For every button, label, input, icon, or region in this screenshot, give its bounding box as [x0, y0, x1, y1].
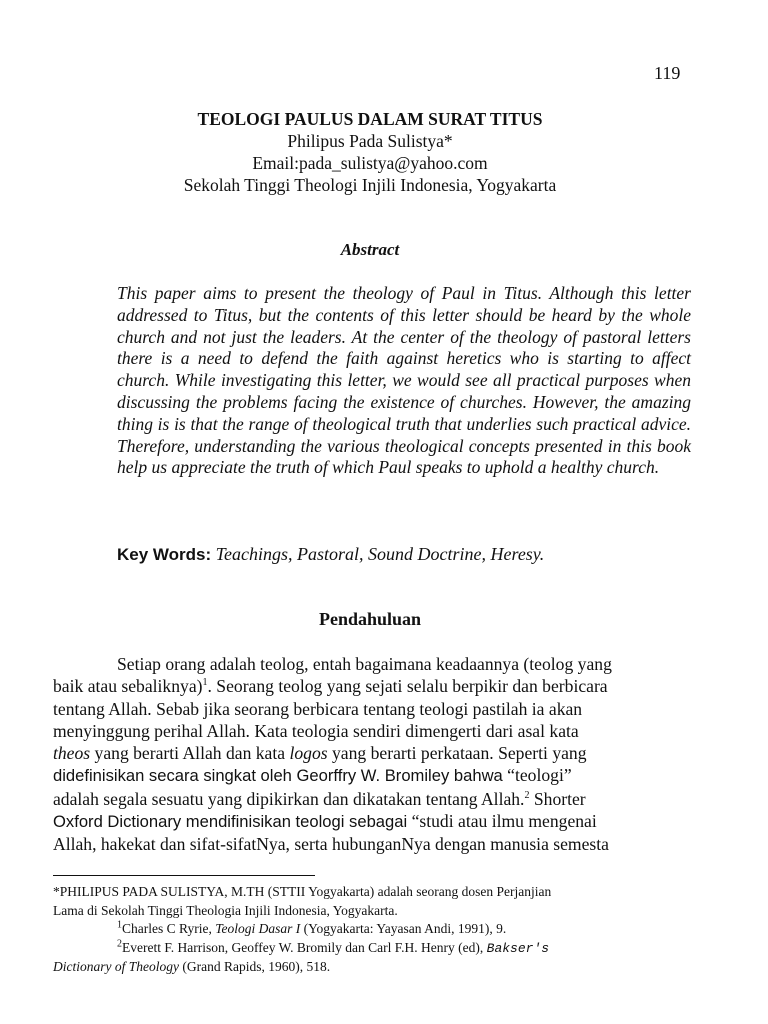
footnote-1: $^1$Charles C Ryrie, Teologi Dasar I (Yogyakarta: Yayasan Andi, 1991), 9.	[117, 919, 507, 937]
keywords-value: Teachings, Pastoral, Sound Doctrine, Heresy.	[215, 544, 545, 564]
footnote-author: *PHILIPUS PADA SULISTYA, M.TH (STTII Yogyakarta) adalah seorang dosen Perjanjian	[53, 884, 552, 899]
paper-header	[0, 108, 740, 196]
footnotes	[53, 883, 713, 977]
body-line: theos yang berarti Allah dan kata logos yang berarti perkataan. Seperti yang	[53, 743, 587, 764]
keywords	[117, 544, 697, 565]
body-line: didefinisikan secara singkat oleh Georffry W. Bromiley bahwa “teologi”	[53, 765, 572, 786]
keywords-label: Key Words:	[117, 545, 212, 564]
body-line: adalah segala sesuatu yang dipikirkan dan dikatakan tentang Allah.$^2$ Shorter	[53, 788, 586, 809]
footnote-author-cont: Lama di Sekolah Tinggi Theologia Injili Indonesia, Yogyakarta.	[53, 902, 398, 918]
author-name: Philipus Pada Sulistya*	[287, 131, 453, 151]
body-line: Allah, hakekat dan sifat-sifatNya, serta hubunganNya dengan manusia semesta	[53, 834, 609, 855]
footnote-ref: 2	[524, 789, 530, 801]
abstract-body: This paper aims to present the theology of Paul in Titus. Although this letter addressed to Titus, but the contents of this letter should be heard by the whole church and not just the leaders. At the center of the theology of pastoral letters there is a need to defend the faith against heretics who is starting to affect church. While investigating this letter, we would see all practical purposes when discussing the problems facing the existence of churches. However, the amazing thing is is that the range of theological truth that underlies such practical advice. Therefore, understanding the various theological concepts presented in this book help us appreciate the truth of which Paul speaks to uphold a healthy church.	[117, 283, 691, 478]
body-line: Setiap orang adalah teolog, entah bagaimana keadaannya (teolog yang	[117, 654, 612, 674]
abstract-heading: Abstract	[340, 240, 400, 259]
author-affiliation: Sekolah Tinggi Theologi Injili Indonesia, Yogyakarta	[183, 175, 557, 195]
footnote-2-cont: Dictionary of Theology (Grand Rapids, 1960), 518.	[53, 959, 331, 975]
body-line: menyinggung perihal Allah. Kata teologia sendiri dimengerti dari asal kata	[53, 720, 579, 741]
body-line: Oxford Dictionary mendifinisikan teologi sebagai “studi atau ilmu mengenai	[53, 811, 597, 832]
footnote-2: $^2$Everett F. Harrison, Geoffey W. Bromily dan Carl F.H. Henry (ed), Bakser's	[117, 938, 550, 956]
section-body	[53, 653, 693, 856]
body-line: tentang Allah. Sebab jika seorang berbicara tentang teologi pastilah ia akan	[53, 698, 583, 719]
section-heading: Pendahuluan	[318, 609, 422, 629]
footnote-divider	[53, 875, 315, 876]
paper-title: TEOLOGI PAULUS DALAM SURAT TITUS	[197, 109, 543, 129]
body-line: baik atau sebaliknya)$^1$. Seorang teolog yang sejati selalu berpikir dan berbicara	[53, 676, 608, 697]
author-email: Email:pada_sulistya@yahoo.com	[252, 153, 488, 173]
page-number: 119	[654, 63, 681, 83]
footnote-ref: 1	[202, 677, 208, 689]
